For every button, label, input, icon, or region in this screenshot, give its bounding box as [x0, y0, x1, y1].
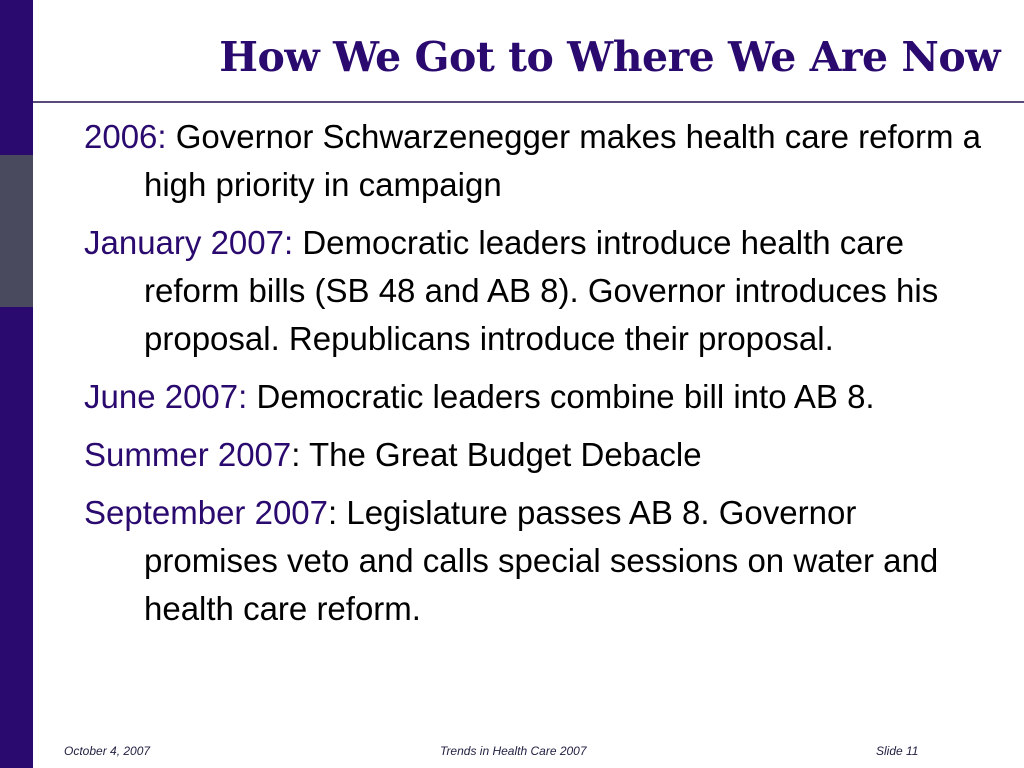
timeline-entry-june-2007 — [84, 373, 984, 421]
left-decorative-bar — [0, 0, 33, 768]
entry-date: September 2007 — [84, 494, 329, 531]
entry-text: Democratic leaders introduce health care reform bills (SB 48 and AB 8). Governor introduces his proposal. Republicans introduce their proposal. — [144, 224, 939, 357]
title-divider — [33, 101, 1024, 103]
entry-text: : The Great Budget Debacle — [291, 436, 702, 473]
entry-text: Democratic leaders combine bill into AB 8. — [247, 378, 875, 415]
slide-title: How We Got to Where We Are Now — [219, 33, 1000, 81]
timeline-entry-january-2007 — [84, 219, 984, 363]
entry-text: Governor Schwarzenegger makes health care reform a high priority in campaign — [144, 118, 981, 203]
footer-slide-number: Slide 11 — [876, 744, 919, 758]
entry-date: June 2007: — [84, 378, 248, 415]
footer-date: October 4, 2007 — [64, 744, 151, 758]
entry-date: January 2007: — [84, 224, 294, 261]
timeline-entry-summer-2007 — [84, 431, 984, 479]
timeline-list — [84, 113, 984, 643]
timeline-entry-september-2007 — [84, 489, 984, 633]
footer-presentation-title: Trends in Health Care 2007 — [440, 744, 587, 758]
entry-text: : Legislature passes AB 8. Governor promises veto and calls special sessions on water and health care reform. — [144, 494, 939, 627]
timeline-entry-2006 — [84, 113, 984, 209]
entry-date: 2006: — [84, 118, 167, 155]
entry-date: Summer 2007 — [84, 436, 292, 473]
left-bar-accent-block — [0, 155, 33, 307]
